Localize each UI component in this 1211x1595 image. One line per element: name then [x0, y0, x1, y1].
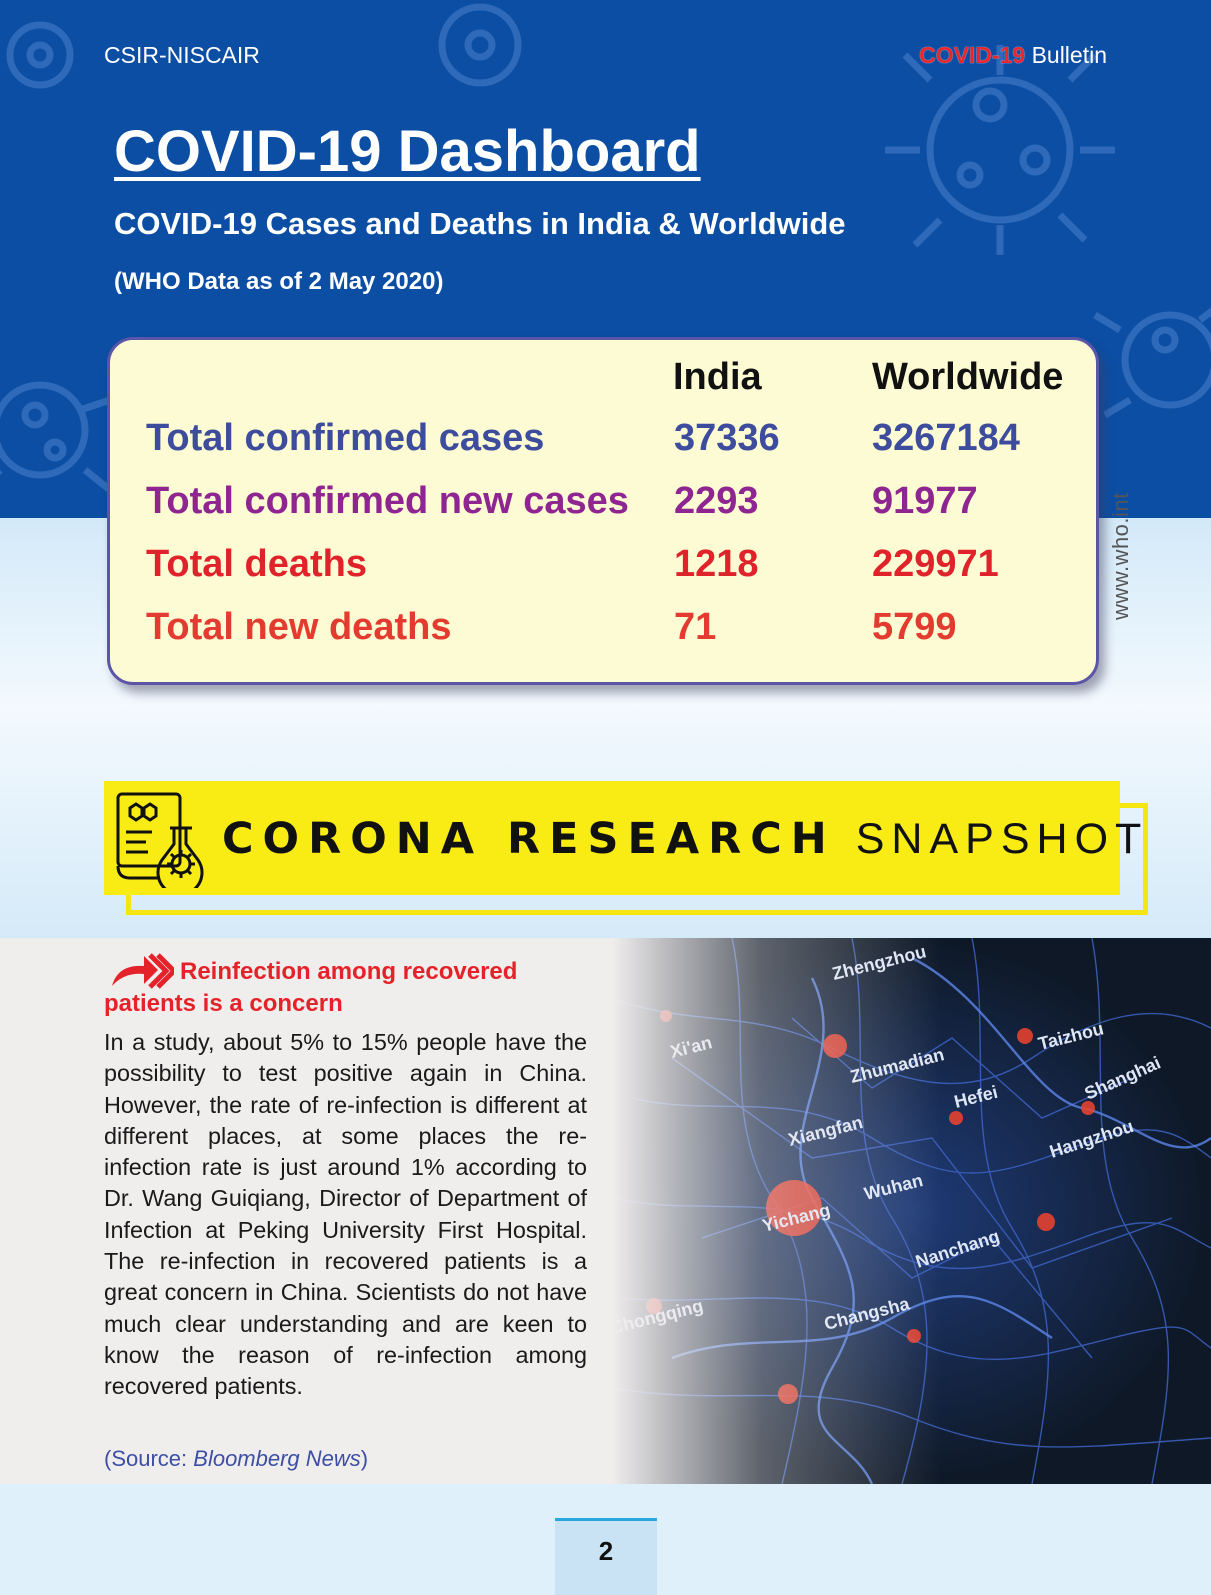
article-source [104, 1446, 368, 1472]
page-number: 2 [598, 1536, 614, 1566]
banner-heading [222, 814, 1148, 864]
india-new-deaths: 71 [674, 606, 717, 648]
data-date-note: (WHO Data as of 2 May 2020) [114, 268, 444, 295]
column-header-india: India [673, 356, 762, 398]
source-name: Bloomberg News [193, 1446, 361, 1471]
banner-heading-bold: CORONA RESEARCH [222, 814, 836, 864]
bulletin-word: Bulletin [1031, 42, 1107, 68]
row-label-confirmed: Total confirmed cases [146, 417, 545, 459]
column-header-worldwide: Worldwide [872, 356, 1064, 398]
source-url: www.who.int [1108, 492, 1133, 620]
india-new-cases: 2293 [674, 480, 759, 522]
article-heading-line2: patients is a concern [104, 990, 343, 1017]
china-outbreak-map [612, 938, 1211, 1484]
article-body: In a study, about 5% to 15% people have the possibility to test positive again in China. However, the rate of re-infection is different at different places, at some places the re-infection rate is just around 1% according to Dr. Wang Guiqiang, Director of Department of Infection at Peking University First Hospital. The re-infection in recovered patients is a great concern in China. Scientists do not have much clear understanding and are keen to know the reason of re-infection among recovered patients. [104, 1029, 587, 1400]
article-heading [104, 956, 564, 1020]
india-confirmed: 37336 [674, 417, 780, 459]
article-heading-line1: Reinfection among recovered [180, 958, 518, 985]
source-prefix: (Source: [104, 1446, 194, 1471]
world-confirmed: 3267184 [872, 417, 1020, 459]
page-subtitle: COVID-19 Cases and Deaths in India & Worldwide [114, 206, 846, 241]
world-new-deaths: 5799 [872, 606, 957, 648]
banner-heading-light: SNAPSHOT [855, 815, 1149, 863]
row-label-deaths: Total deaths [146, 543, 367, 585]
page-title: COVID-19 Dashboard [114, 119, 701, 184]
india-deaths: 1218 [674, 543, 759, 585]
world-deaths: 229971 [872, 543, 999, 585]
org-name: CSIR-NISCAIR [104, 42, 260, 68]
row-label-new-cases: Total confirmed new cases [146, 480, 629, 522]
bulletin-covid-label: COVID-19 [919, 42, 1026, 68]
bulletin-label [919, 42, 1107, 69]
world-new-cases: 91977 [872, 480, 978, 522]
stats-table [107, 337, 1099, 685]
research-flask-virus-icon [110, 788, 210, 888]
source-suffix: ) [360, 1446, 369, 1471]
row-label-new-deaths: Total new deaths [146, 606, 452, 648]
